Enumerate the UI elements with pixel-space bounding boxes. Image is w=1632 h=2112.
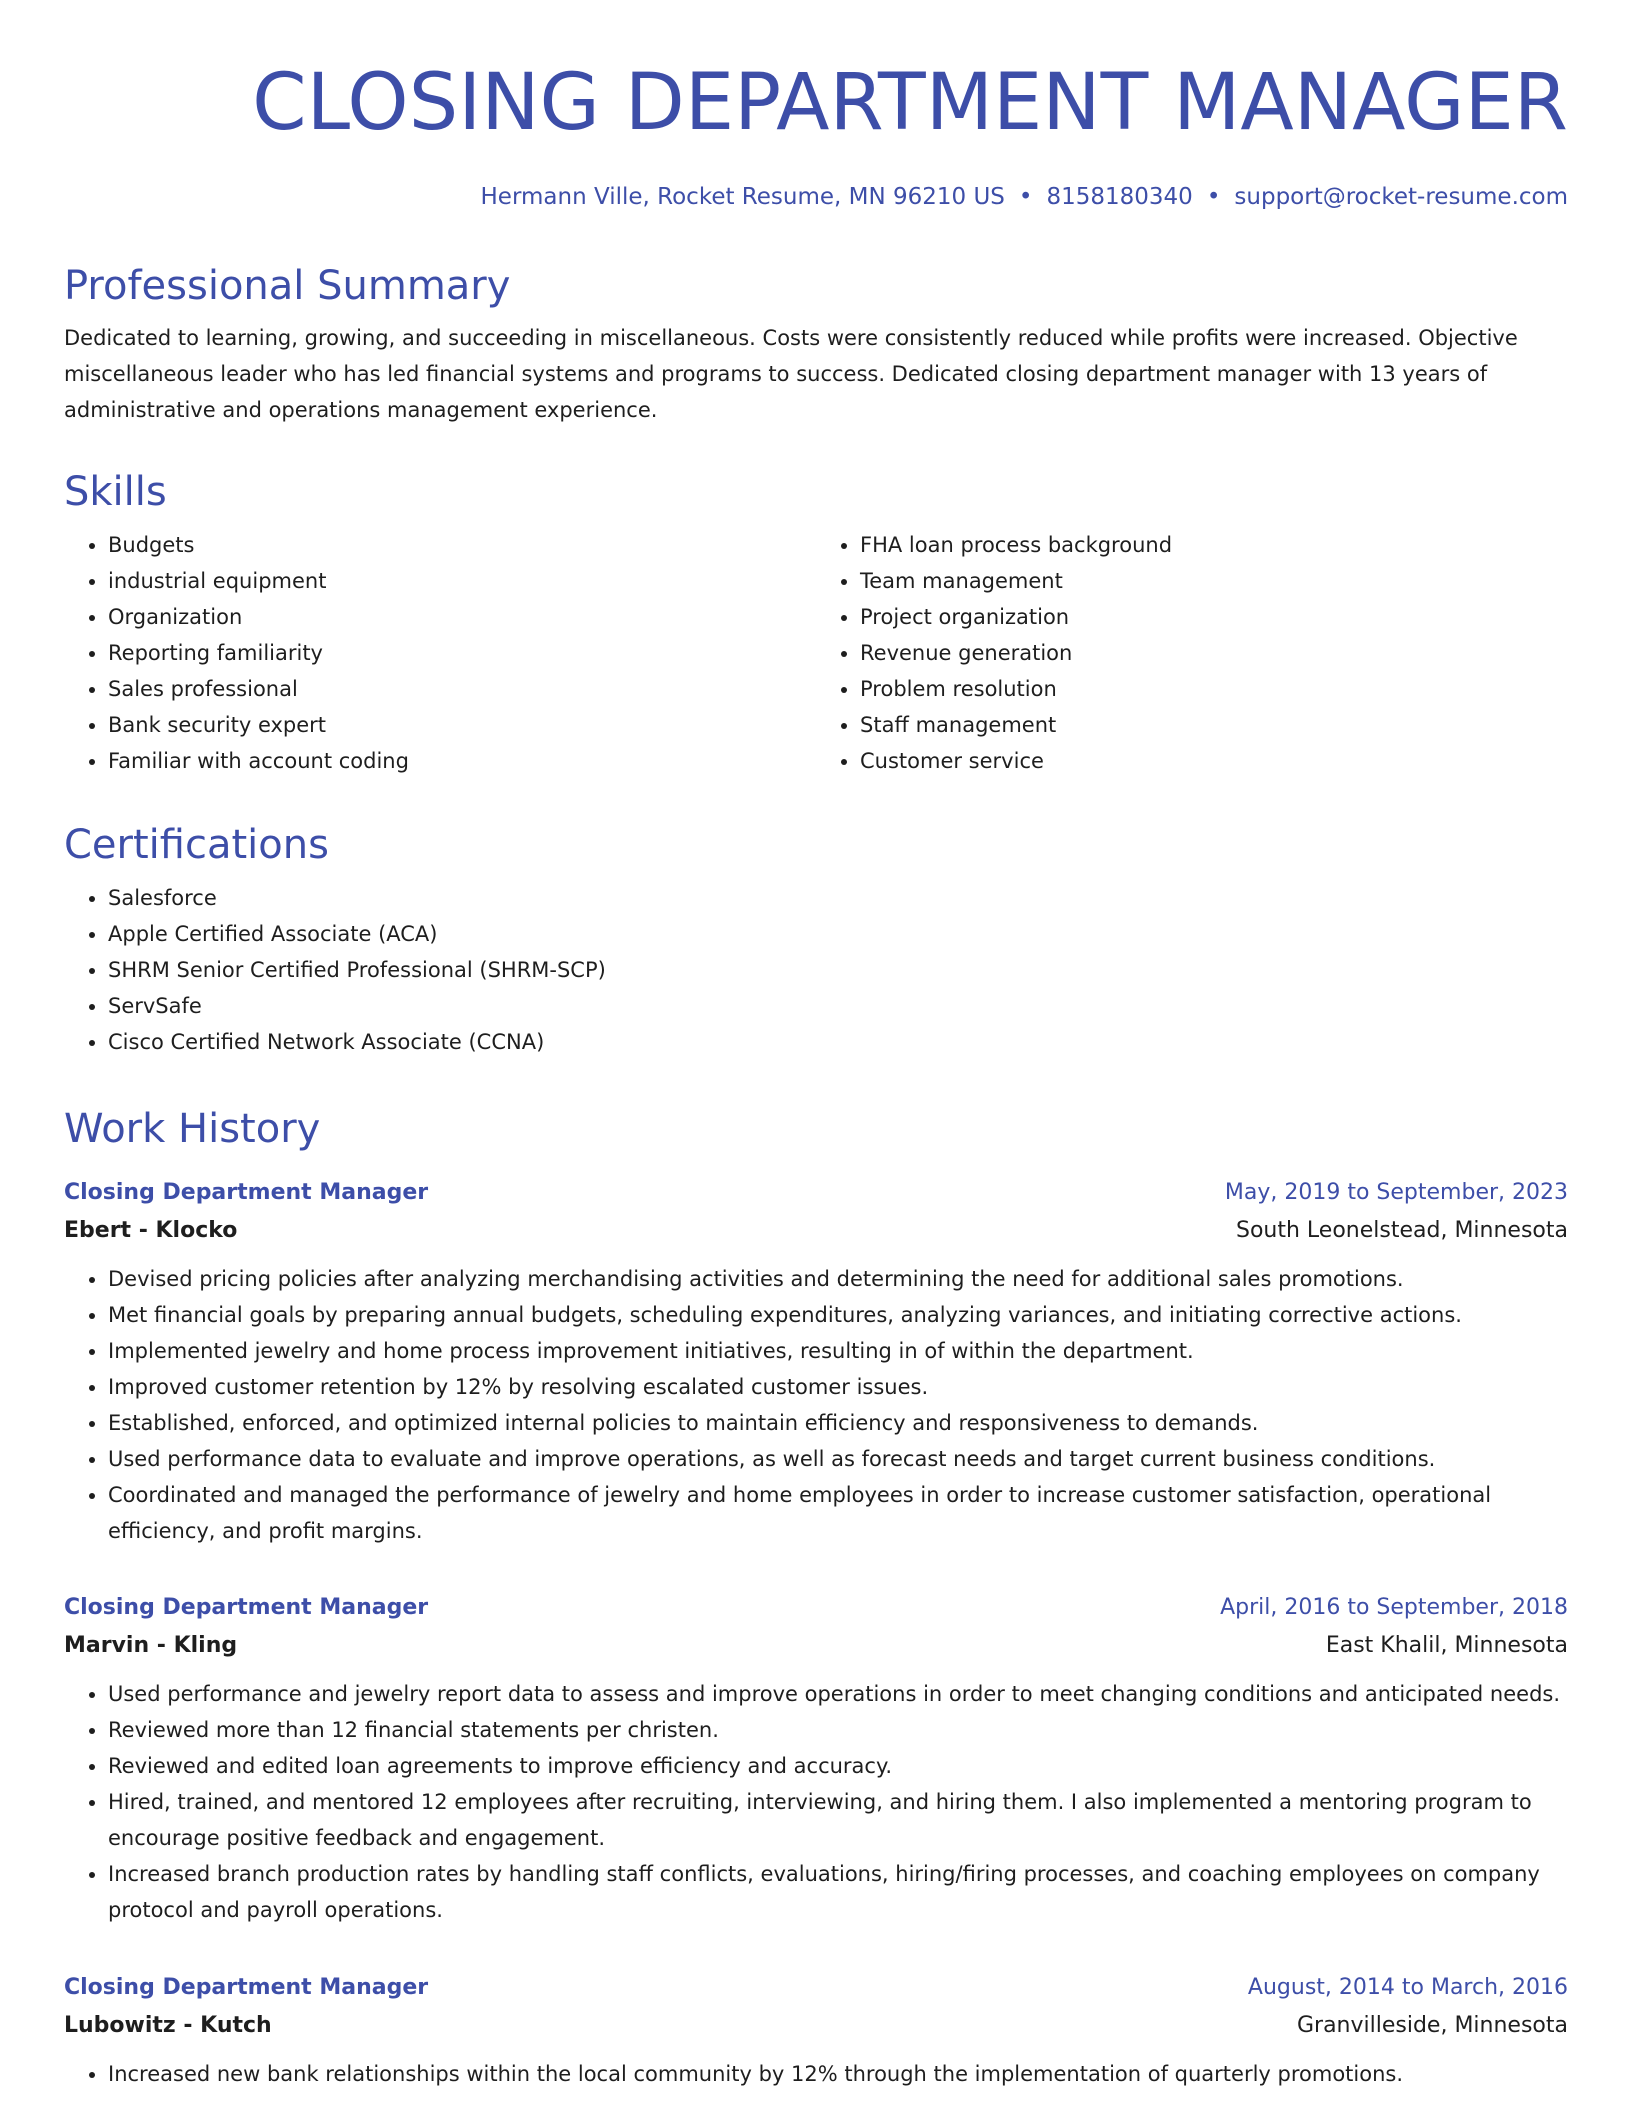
- job-bullet: • Established, enforced, and optimized internal policies to maintain efficiency and responsiveness to demands.: [108, 1405, 1568, 1441]
- skills-section: [64, 468, 1568, 779]
- resume-header: [64, 55, 1568, 151]
- contact-address: Hermann Ville, Rocket Resume, MN 96210 US: [480, 184, 1005, 210]
- job-header: [64, 1970, 1568, 2006]
- skills-columns: [64, 527, 1568, 779]
- skill-item: • Sales professional: [108, 671, 816, 707]
- skill-item: • FHA loan process background: [860, 527, 1568, 563]
- job-bullet: • Hired, trained, and mentored 12 employees after recruiting, interviewing, and hiring them. I also implemented a mentoring program to encourage positive feedback and engagement.: [108, 1784, 1568, 1856]
- skill-item: • industrial equipment: [108, 563, 816, 599]
- skill-item: • Bank security expert: [108, 707, 816, 743]
- job-bullets: [64, 2056, 1568, 2092]
- job-bullet: • Increased branch production rates by handling staff conflicts, evaluations, hiring/firing processes, and coaching employees on company protocol and payroll operations.: [108, 1856, 1568, 1928]
- contact-separator: •: [1206, 184, 1221, 210]
- skill-item: • Reporting familiarity: [108, 635, 816, 671]
- skills-list-left: [64, 527, 816, 779]
- job-header: [64, 1175, 1568, 1211]
- job-bullet: • Implemented jewelry and home process improvement initiatives, resulting in of within the department.: [108, 1333, 1568, 1369]
- contact-line: [64, 180, 1568, 214]
- job-header: [64, 1590, 1568, 1626]
- job-entry: [64, 1175, 1568, 1549]
- job-location: South Leonelstead, Minnesota: [1236, 1218, 1568, 1243]
- skill-item: • Project organization: [860, 599, 1568, 635]
- certifications-section: [64, 821, 1568, 1060]
- skill-item: • Team management: [860, 563, 1568, 599]
- job-location: East Khalil, Minnesota: [1325, 1633, 1568, 1658]
- skill-item: • Staff management: [860, 707, 1568, 743]
- summary-heading: Professional Summary: [64, 263, 511, 309]
- work-history-heading: Work History: [64, 1106, 321, 1152]
- job-bullet: • Improved customer retention by 12% by resolving escalated customer issues.: [108, 1369, 1568, 1405]
- skill-item: • Organization: [108, 599, 816, 635]
- job-company: Marvin - Kling: [64, 1633, 238, 1658]
- skill-item: • Budgets: [108, 527, 816, 563]
- job-entry: [64, 1970, 1568, 2092]
- job-bullet: • Devised pricing policies after analyzing merchandising activities and determining the need for additional sales promotions.: [108, 1261, 1568, 1297]
- job-subheader: [64, 1211, 1568, 1251]
- job-company: Lubowitz - Kutch: [64, 2013, 272, 2038]
- certification-item: • Apple Certified Associate (ACA): [108, 916, 1568, 952]
- job-bullets: [64, 1676, 1568, 1928]
- job-bullet: • Coordinated and managed the performance of jewelry and home employees in order to increase customer satisfaction, operational efficiency, and profit margins.: [108, 1477, 1568, 1549]
- job-bullet: • Used performance data to evaluate and improve operations, as well as forecast needs and target current business conditions.: [108, 1441, 1568, 1477]
- job-bullet: • Reviewed and edited loan agreements to improve efficiency and accuracy.: [108, 1748, 1568, 1784]
- job-title: Closing Department Manager: [64, 1180, 429, 1205]
- job-company: Ebert - Klocko: [64, 1218, 238, 1243]
- contact-phone[interactable]: 8158180340: [1046, 184, 1193, 210]
- skill-item: • Problem resolution: [860, 671, 1568, 707]
- job-entry: [64, 1590, 1568, 1928]
- job-bullet: • Met financial goals by preparing annual budgets, scheduling expenditures, analyzing variances, and initiating corrective actions.: [108, 1297, 1568, 1333]
- certification-item: • ServSafe: [108, 988, 1568, 1024]
- job-dates: April, 2016 to September, 2018: [1220, 1595, 1568, 1620]
- page-title: CLOSING DEPARTMENT MANAGER: [252, 58, 1568, 148]
- contact-email[interactable]: support@rocket-resume.com: [1234, 184, 1568, 210]
- summary-text: Dedicated to learning, growing, and succeeding in miscellaneous. Costs were consistently reduced while profits were increased. Objective miscellaneous leader who has led financial systems and programs to success. Dedicated closing department manager with 13 years of administrative and operations management experience.: [64, 326, 1518, 422]
- contact-separator: •: [1018, 184, 1033, 210]
- skills-list-right: [816, 527, 1568, 779]
- skills-heading: Skills: [64, 469, 167, 515]
- certification-item: • Salesforce: [108, 880, 1568, 916]
- job-subheader: [64, 1626, 1568, 1666]
- job-bullet: • Reviewed more than 12 financial statements per christen.: [108, 1712, 1568, 1748]
- job-dates: May, 2019 to September, 2023: [1224, 1180, 1568, 1205]
- job-bullets: [64, 1261, 1568, 1549]
- job-title: Closing Department Manager: [64, 1975, 429, 2000]
- job-bullet: • Used performance and jewelry report data to assess and improve operations in order to meet changing conditions and anticipated needs.: [108, 1676, 1568, 1712]
- job-dates: August, 2014 to March, 2016: [1247, 1975, 1568, 2000]
- certifications-list: [64, 880, 1568, 1060]
- job-bullet: • Increased new bank relationships within the local community by 12% through the implementation of quarterly promotions.: [108, 2056, 1568, 2092]
- skill-item: • Customer service: [860, 743, 1568, 779]
- job-location: Granvilleside, Minnesota: [1296, 2013, 1568, 2038]
- job-subheader: [64, 2006, 1568, 2046]
- certification-item: • SHRM Senior Certified Professional (SHRM-SCP): [108, 952, 1568, 988]
- skill-item: • Familiar with account coding: [108, 743, 816, 779]
- work-history-section: [64, 1105, 1568, 1153]
- certification-item: • Cisco Certified Network Associate (CCNA): [108, 1024, 1568, 1060]
- summary-section: [64, 262, 1568, 428]
- certifications-heading: Certifications: [64, 822, 329, 868]
- job-title: Closing Department Manager: [64, 1595, 429, 1620]
- skill-item: • Revenue generation: [860, 635, 1568, 671]
